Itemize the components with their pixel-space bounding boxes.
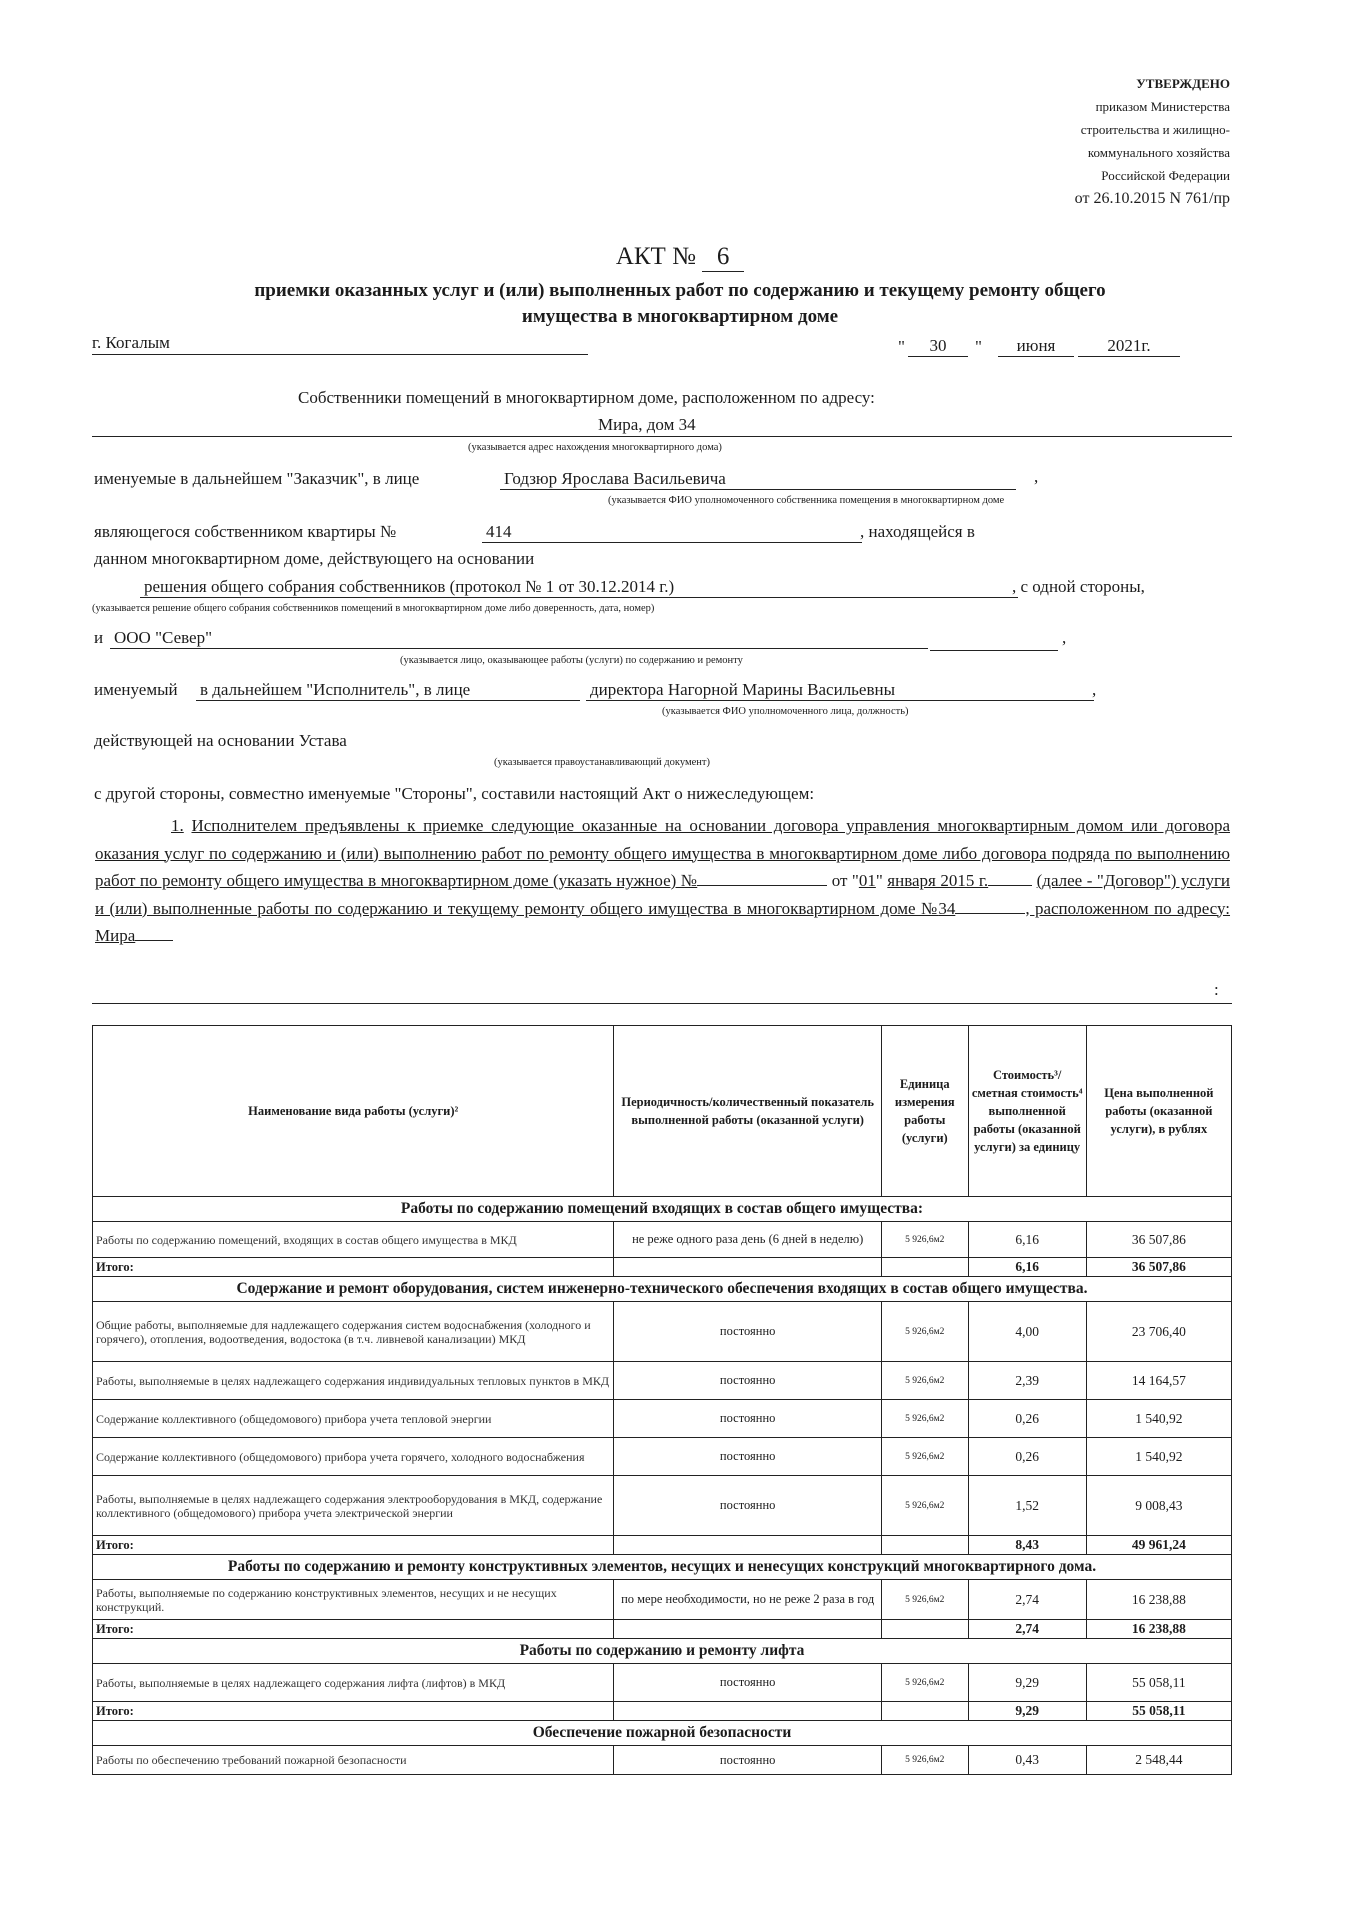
total-label: Итого: [93,1702,614,1721]
work-name: Работы, выполняемые по содержанию конструктивных элементов, несущих и не несущих конструкций. [93,1580,614,1620]
act-title-prefix: АКТ № [615,243,696,270]
work-name: Общие работы, выполняемые для надлежащего содержания систем водоснабжения (холодного и горячего), отопления, водоотведения, водостока (в т.ч. ливневой канализации) МКД [93,1302,614,1362]
total-label: Итого: [93,1258,614,1277]
apartment-suffix: , находящейся в [860,522,975,541]
section-title: Работы по содержанию и ремонту конструктивных элементов, несущих и ненесущих конструкций многоквартирного дома. [93,1555,1232,1580]
approval-line: приказом Министерства [1095,99,1230,114]
table-row [93,1400,1232,1438]
total-price: 55 058,11 [1086,1702,1231,1721]
approval-order-date: от 26.10.2015 N 761/пр [1074,190,1230,207]
header-unit: Единица измерения работы (услуги) [881,1026,968,1197]
work-periodicity: постоянно [614,1476,882,1536]
work-unit: 5 926,6м2 [881,1362,968,1400]
director-hint: (указывается ФИО уполномоченного лица, должность) [662,706,909,717]
work-unit: 5 926,6м2 [881,1302,968,1362]
date-quote-open: " [898,337,905,356]
contractor-underline-extra [930,650,1058,651]
total-cost: 8,43 [968,1536,1086,1555]
building-address: Мира, дом 34 [598,415,696,434]
work-periodicity: постоянно [614,1664,882,1702]
section-row [93,1277,1232,1302]
work-cost: 2,74 [968,1580,1086,1620]
customer-comma: , [1034,467,1039,486]
paragraph-number: 1. [171,816,184,835]
work-unit: 5 926,6м2 [881,1400,968,1438]
work-unit: 5 926,6м2 [881,1664,968,1702]
approval-block [940,72,1230,210]
section-title: Обеспечение пожарной безопасности [93,1721,1232,1746]
acting-basis: действующей на основании Устава [94,731,347,750]
work-price: 9 008,43 [1086,1476,1231,1536]
basis-suffix: , с одной стороны, [1012,577,1145,596]
paragraph-from: от " [831,871,859,890]
customer-prefix: именуемые в дальнейшем "Заказчик", в лице [94,469,420,488]
date-year: 2021г. [1078,336,1180,357]
approval-line: коммунального хозяйства [1087,145,1230,160]
street-name: Мира [95,926,136,945]
work-periodicity: постоянно [614,1362,882,1400]
customer-name: Годзюр Ярослава Васильевича [500,469,1016,490]
director-comma: , [1092,680,1097,699]
contract-year-blank [988,869,1032,886]
acting-hint: (указывается правоустанавливающий документ) [494,757,710,768]
date-quote-close: " [975,337,982,356]
section-row [93,1197,1232,1222]
work-periodicity: постоянно [614,1438,882,1476]
table-row [93,1746,1232,1775]
act-title [0,243,1360,272]
table-row [93,1580,1232,1620]
paragraph-text-3: , расположенном по адресу: [1025,898,1231,918]
header-periodicity: Периодичность/количественный показатель выполненной работы (оказанной услуги) [614,1026,882,1197]
apartment-prefix: являющегося собственником квартиры № [94,522,397,541]
work-periodicity: постоянно [614,1302,882,1362]
work-price: 36 507,86 [1086,1222,1231,1258]
act-subtitle [130,278,1230,330]
address-continuation-line [92,1003,1232,1004]
basis-hint: (указывается решение общего собрания собственников помещений в многоквартирном доме либо доверенность, дата, номер) [92,603,655,614]
work-price: 23 706,40 [1086,1302,1231,1362]
approval-line: Российской Федерации [1101,168,1230,183]
work-cost: 0,43 [968,1746,1086,1775]
work-unit: 5 926,6м2 [881,1580,968,1620]
section-title: Содержание и ремонт оборудования, систем инженерно-технического обеспечения входящих в состав общего имущества. [93,1277,1232,1302]
paragraph-quote: " [875,871,883,890]
city: г. Когалым [92,333,170,352]
city-underline [92,354,588,355]
work-unit: 5 926,6м2 [881,1438,968,1476]
table-row [93,1438,1232,1476]
address-underline [92,436,1232,437]
house-blank [955,897,1025,914]
table-row [93,1362,1232,1400]
work-name: Работы, выполняемые в целях надлежащего содержания индивидуальных тепловых пунктов в МКД [93,1362,614,1400]
contractor-name: ООО "Север" [110,628,928,649]
work-price: 1 540,92 [1086,1400,1231,1438]
work-name: Содержание коллективного (общедомового) прибора учета тепловой энергии [93,1400,614,1438]
basis-line: данном многоквартирном доме, действующего на основании [94,549,535,568]
section-row [93,1721,1232,1746]
work-name: Работы по обеспечению требований пожарной безопасности [93,1746,614,1775]
work-price: 1 540,92 [1086,1438,1231,1476]
work-periodicity: по мере необходимости, но не реже 2 раза в год [614,1580,882,1620]
header-name: Наименование вида работы (услуги)² [93,1026,614,1197]
paragraph-1 [95,812,1230,950]
director-name: директора Нагорной Марины Васильевны [586,680,1094,701]
total-row [93,1702,1232,1721]
contract-day: 01 [858,871,876,890]
total-price: 16 238,88 [1086,1620,1231,1639]
executor-role: в дальнейшем "Исполнитель", в лице [196,680,580,701]
total-row [93,1620,1232,1639]
paragraph-text-2: (далее - "Договор") услуги и (или) выполненные работы по содержанию и текущему ремонту общего имущества в многоквартирном доме № [95,871,1231,918]
date-day: 30 [908,336,968,357]
address-hint: (указывается адрес нахождения многоквартирного дома) [468,442,722,453]
customer-hint: (указывается ФИО уполномоченного собственника помещения в многоквартирном доме [608,495,1005,506]
total-label: Итого: [93,1620,614,1639]
total-cost: 2,74 [968,1620,1086,1639]
work-cost: 2,39 [968,1362,1086,1400]
total-price: 36 507,86 [1086,1258,1231,1277]
work-cost: 0,26 [968,1400,1086,1438]
date-month: июня [998,336,1074,357]
act-subtitle-line: имущества в многоквартирном доме [521,306,839,327]
act-number: 6 [702,243,744,272]
section-title: Работы по содержанию и ремонту лифта [93,1639,1232,1664]
section-title: Работы по содержанию помещений входящих в состав общего имущества: [93,1197,1232,1222]
work-name: Работы, выполняемые в целях надлежащего содержания лифта (лифтов) в МКД [93,1664,614,1702]
work-cost: 6,16 [968,1222,1086,1258]
section-row [93,1639,1232,1664]
header-cost: Стоимость³/сметная стоимость⁴ выполненной работы (оказанной услуги) за единицу [968,1026,1086,1197]
approval-line: строительства и жилищно- [1080,122,1230,137]
apartment-number: 414 [482,522,862,543]
contract-month-year: января 2015 г. [887,871,989,890]
street-blank [135,924,173,941]
other-side: с другой стороны, совместно именуемые "Стороны", составили настоящий Акт о нижеследующем: [94,784,815,803]
basis-document: решения общего собрания собственников (протокол № 1 от 30.12.2014 г.) [140,577,1018,598]
work-periodicity: не реже одного раза день (6 дней в неделю) [614,1222,882,1258]
work-price: 16 238,88 [1086,1580,1231,1620]
work-unit: 5 926,6м2 [881,1746,968,1775]
section-row [93,1555,1232,1580]
total-row [93,1536,1232,1555]
work-price: 2 548,44 [1086,1746,1231,1775]
total-cost: 6,16 [968,1258,1086,1277]
act-subtitle-line: приемки оказанных услуг и (или) выполненных работ по содержанию и текущему ремонту общего [254,280,1106,301]
work-cost: 0,26 [968,1438,1086,1476]
total-label: Итого: [93,1536,614,1555]
total-price: 49 961,24 [1086,1536,1231,1555]
contractor-hint: (указывается лицо, оказывающее работы (услуги) по содержанию и ремонту [400,655,743,666]
work-cost: 9,29 [968,1664,1086,1702]
work-cost: 1,52 [968,1476,1086,1536]
approval-title: УТВЕРЖДЕНО [1136,76,1230,91]
work-cost: 4,00 [968,1302,1086,1362]
contract-number-blank [697,869,827,886]
total-cost: 9,29 [968,1702,1086,1721]
table-row [93,1302,1232,1362]
table-row [93,1476,1232,1536]
work-name: Работы по содержанию помещений, входящих в состав общего имущества в МКД [93,1222,614,1258]
named-label: именуемый [94,680,178,699]
house-number: 34 [938,898,956,918]
total-row [93,1258,1232,1277]
work-periodicity: постоянно [614,1746,882,1775]
table-header-row [93,1026,1232,1197]
work-name: Содержание коллективного (общедомового) прибора учета горячего, холодного водоснабжения [93,1438,614,1476]
works-table [92,1025,1232,1775]
work-unit: 5 926,6м2 [881,1222,968,1258]
owners-intro: Собственники помещений в многоквартирном доме, расположенном по адресу: [298,388,875,407]
contractor-comma: , [1062,628,1067,647]
work-price: 14 164,57 [1086,1362,1231,1400]
and-label: и [94,628,104,647]
work-unit: 5 926,6м2 [881,1476,968,1536]
work-periodicity: постоянно [614,1400,882,1438]
work-price: 55 058,11 [1086,1664,1231,1702]
paragraph-colon: : [1214,980,1219,999]
table-row [93,1222,1232,1258]
header-price: Цена выполненной работы (оказанной услуги), в рублях [1086,1026,1231,1197]
paragraph-text: Исполнителем предъявлены к приемке следующие оказанные на основании договора управления многоквартирным домом или договора оказания услуг по содержанию и (или) выполнению работ по ремонту общего имущества в многоквартирном доме либо договора подряда по выполнению работ по ремонту общего имущества в многоквартирном доме (указать нужное) № [95,816,1231,890]
table-row [93,1664,1232,1702]
work-name: Работы, выполняемые в целях надлежащего содержания электрооборудования в МКД, содержание коллективного (общедомового) прибора учета электрической энергии [93,1476,614,1536]
